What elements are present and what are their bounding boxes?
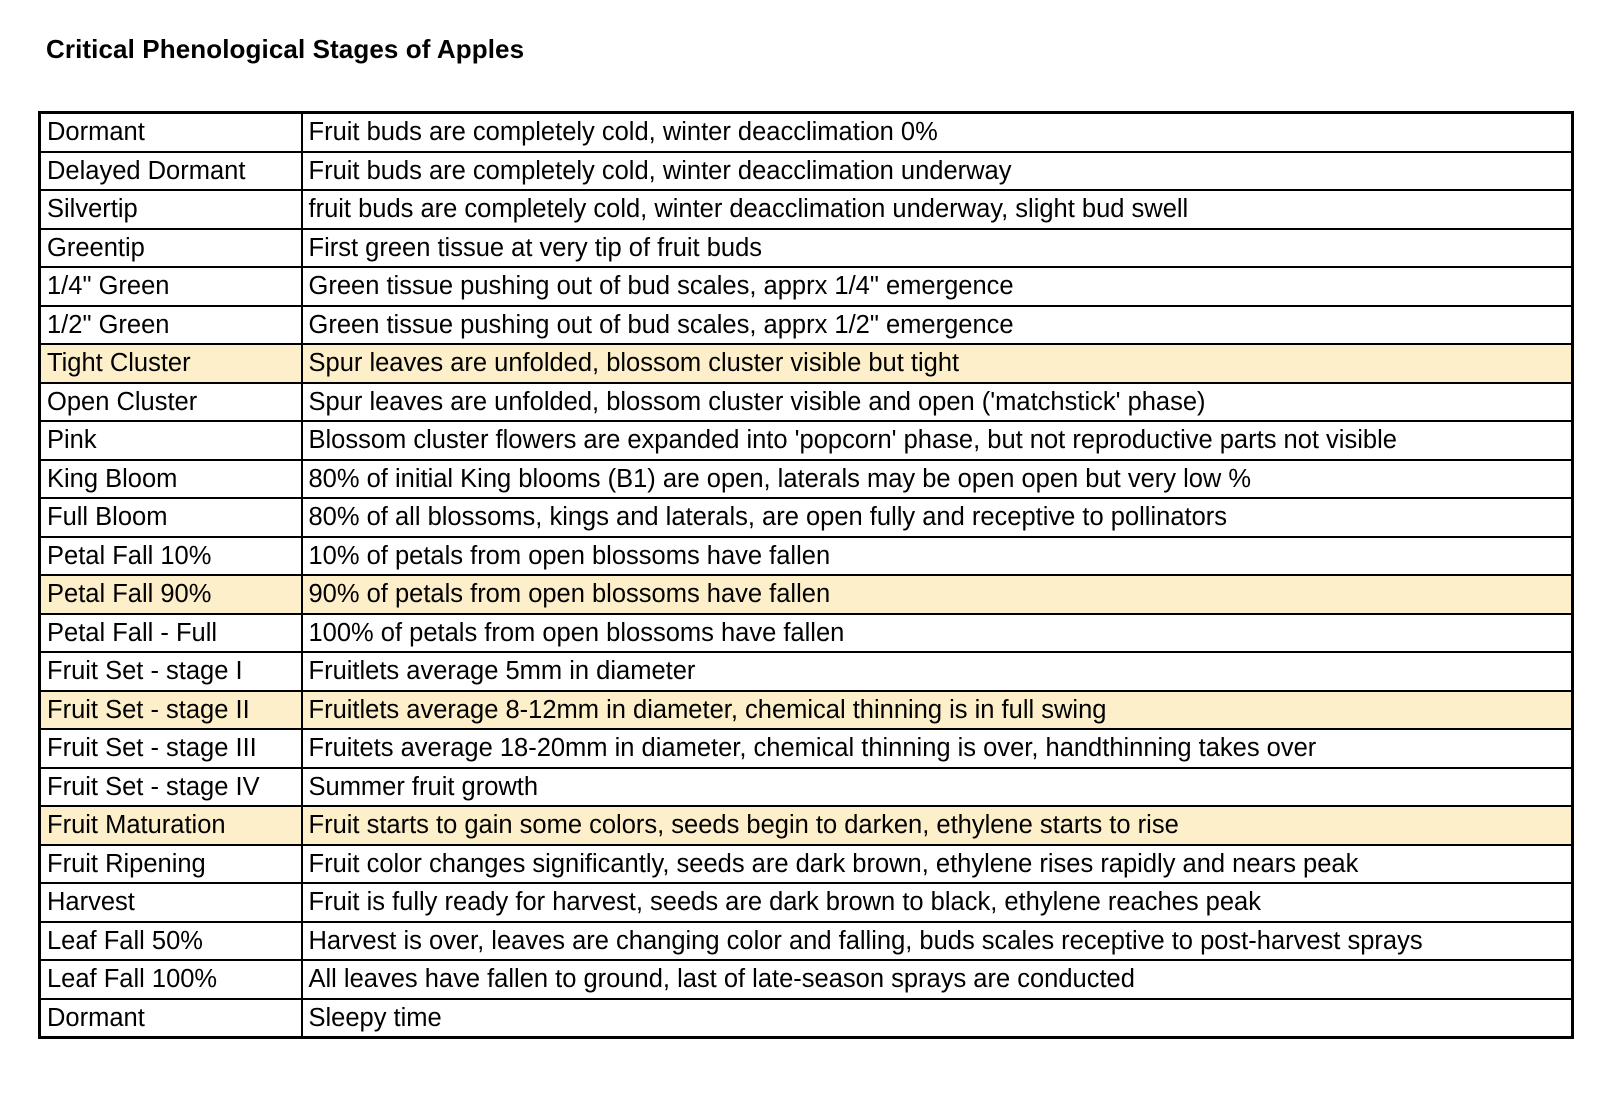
stage-description-cell: Spur leaves are unfolded, blossom cluster visible and open ('matchstick' phase) xyxy=(302,383,1573,422)
stage-description-cell: 100% of petals from open blossoms have fallen xyxy=(302,614,1573,653)
table-row-highlighted xyxy=(40,806,1573,845)
stage-name-cell: Fruit Set - stage IV xyxy=(40,768,302,807)
stage-name-cell: 1/4" Green xyxy=(40,267,302,306)
stage-name-cell: Silvertip xyxy=(40,190,302,229)
table-row xyxy=(40,190,1573,229)
table-row-highlighted xyxy=(40,344,1573,383)
stage-description-cell: Fruitlets average 5mm in diameter xyxy=(302,652,1573,691)
table-row xyxy=(40,729,1573,768)
table-row xyxy=(40,306,1573,345)
stage-description-cell: 80% of initial King blooms (B1) are open, laterals may be open open but very low % xyxy=(302,460,1573,499)
stage-name-cell: Open Cluster xyxy=(40,383,302,422)
table-row xyxy=(40,383,1573,422)
stage-table-body xyxy=(40,113,1573,1038)
stage-description-cell: 90% of petals from open blossoms have fallen xyxy=(302,575,1573,614)
stage-description-cell: 80% of all blossoms, kings and laterals, are open fully and receptive to pollinators xyxy=(302,498,1573,537)
stage-description-cell: Sleepy time xyxy=(302,999,1573,1038)
stage-name-cell: King Bloom xyxy=(40,460,302,499)
stage-name-cell: Leaf Fall 100% xyxy=(40,960,302,999)
stage-name-cell: Fruit Set - stage I xyxy=(40,652,302,691)
table-row xyxy=(40,845,1573,884)
stage-name-cell: Tight Cluster xyxy=(40,344,302,383)
stage-description-cell: Fruit buds are completely cold, winter deacclimation 0% xyxy=(302,113,1573,152)
stage-description-cell: Fruit color changes significantly, seeds are dark brown, ethylene rises rapidly and nears peak xyxy=(302,845,1573,884)
stage-description-cell: Spur leaves are unfolded, blossom cluster visible but tight xyxy=(302,344,1573,383)
stage-name-cell: Dormant xyxy=(40,999,302,1038)
table-row xyxy=(40,922,1573,961)
table-row xyxy=(40,999,1573,1038)
stage-description-cell: 10% of petals from open blossoms have fallen xyxy=(302,537,1573,576)
phenological-stages-table xyxy=(38,111,1574,1039)
table-row xyxy=(40,768,1573,807)
table-row xyxy=(40,421,1573,460)
stage-name-cell: Full Bloom xyxy=(40,498,302,537)
stage-name-cell: Leaf Fall 50% xyxy=(40,922,302,961)
table-row xyxy=(40,537,1573,576)
stage-name-cell: Petal Fall 90% xyxy=(40,575,302,614)
table-row xyxy=(40,229,1573,268)
stage-name-cell: Harvest xyxy=(40,883,302,922)
stage-description-cell: Green tissue pushing out of bud scales, apprx 1/2" emergence xyxy=(302,306,1573,345)
stage-name-cell: Delayed Dormant xyxy=(40,152,302,191)
table-row xyxy=(40,113,1573,152)
stage-description-cell: Fruitets average 18-20mm in diameter, chemical thinning is over, handthinning takes over xyxy=(302,729,1573,768)
stage-name-cell: Dormant xyxy=(40,113,302,152)
stage-name-cell: Fruit Maturation xyxy=(40,806,302,845)
stage-description-cell: Fruitlets average 8-12mm in diameter, chemical thinning is in full swing xyxy=(302,691,1573,730)
table-row-highlighted xyxy=(40,691,1573,730)
stage-description-cell: fruit buds are completely cold, winter deacclimation underway, slight bud swell xyxy=(302,190,1573,229)
stage-description-cell: Fruit is fully ready for harvest, seeds are dark brown to black, ethylene reaches peak xyxy=(302,883,1573,922)
table-row-highlighted xyxy=(40,575,1573,614)
page-title: Critical Phenological Stages of Apples xyxy=(46,34,525,64)
stage-name-cell: Petal Fall - Full xyxy=(40,614,302,653)
stage-description-cell: All leaves have fallen to ground, last of late-season sprays are conducted xyxy=(302,960,1573,999)
stage-name-cell: Fruit Set - stage III xyxy=(40,729,302,768)
stage-name-cell: Greentip xyxy=(40,229,302,268)
table-row xyxy=(40,960,1573,999)
stage-description-cell: Blossom cluster flowers are expanded into 'popcorn' phase, but not reproductive parts not visible xyxy=(302,421,1573,460)
stage-name-cell: Fruit Set - stage II xyxy=(40,691,302,730)
table-row xyxy=(40,883,1573,922)
table-row xyxy=(40,267,1573,306)
stage-name-cell: Petal Fall 10% xyxy=(40,537,302,576)
stage-name-cell: Fruit Ripening xyxy=(40,845,302,884)
table-row xyxy=(40,498,1573,537)
stage-name-cell: 1/2" Green xyxy=(40,306,302,345)
stage-description-cell: Harvest is over, leaves are changing color and falling, buds scales receptive to post-harvest sprays xyxy=(302,922,1573,961)
table-row xyxy=(40,152,1573,191)
stage-description-cell: Summer fruit growth xyxy=(302,768,1573,807)
stage-description-cell: Fruit buds are completely cold, winter deacclimation underway xyxy=(302,152,1573,191)
stage-name-cell: Pink xyxy=(40,421,302,460)
stage-description-cell: First green tissue at very tip of fruit buds xyxy=(302,229,1573,268)
table-row xyxy=(40,652,1573,691)
stage-description-cell: Green tissue pushing out of bud scales, apprx 1/4" emergence xyxy=(302,267,1573,306)
stage-description-cell: Fruit starts to gain some colors, seeds begin to darken, ethylene starts to rise xyxy=(302,806,1573,845)
table-row xyxy=(40,614,1573,653)
table-row xyxy=(40,460,1573,499)
